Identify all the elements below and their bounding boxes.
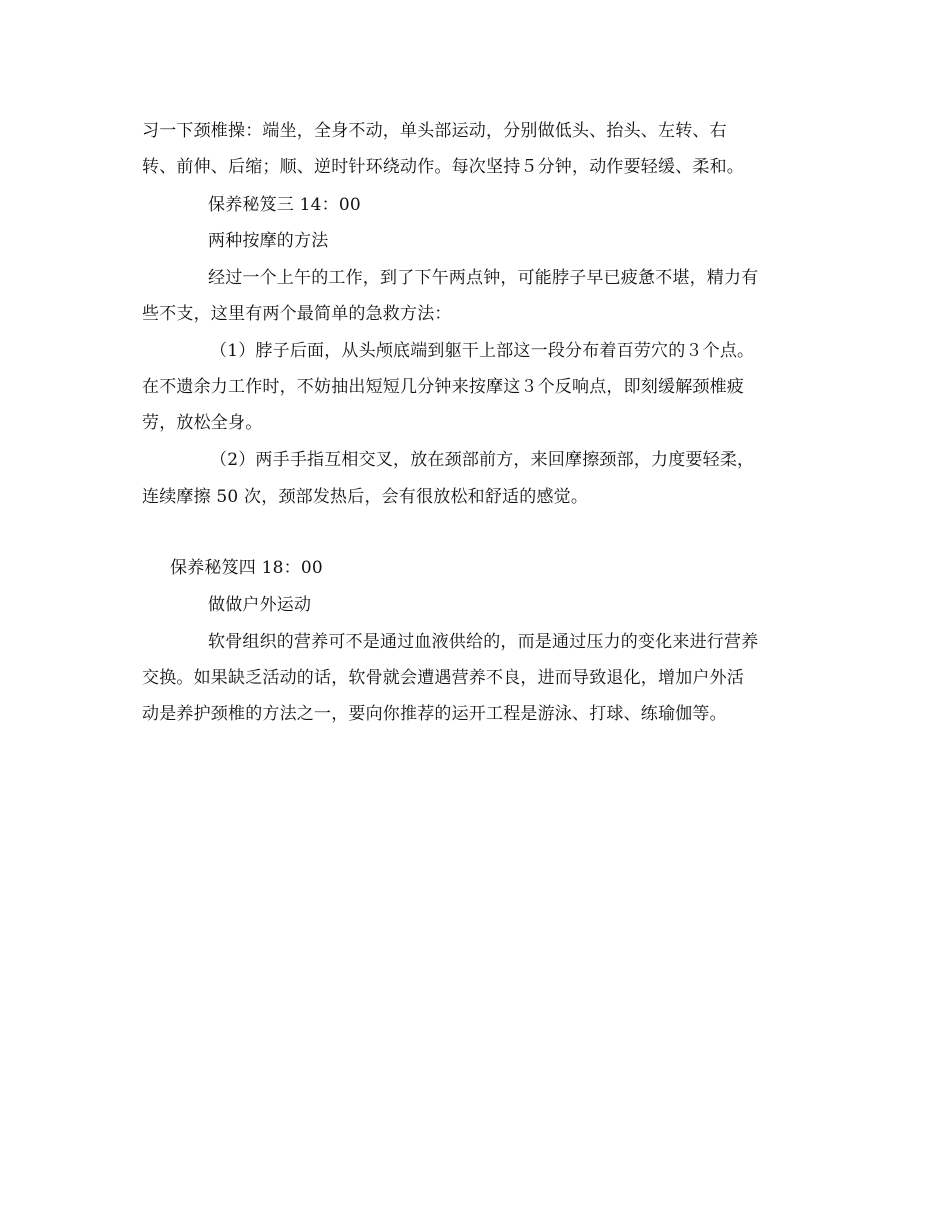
section-3-item-2-line-1: （2）两手手指互相交叉，放在颈部前方，来回摩擦颈部，力度要轻柔， [210,450,755,470]
section-3-subheading: 两种按摩的方法 [208,231,329,251]
section-4-body-line-3: 动是养护颈椎的方法之一，要向你推荐的运开工程是游泳、打球、练瑜伽等。 [142,704,727,724]
section-4-subheading: 做做户外运动 [208,595,312,615]
section-3-item-1-line-2: 在不遗余力工作时，不妨抽出短短几分钟来按摩这３个反响点，即刻缓解颈椎疲 [142,377,744,397]
section-3-item-1-line-3: 劳，放松全身。 [142,413,263,433]
section-3-item-2-line-2: 连续摩擦 50 次，颈部发热后，会有很放松和舒适的感觉。 [142,487,589,507]
section-4-body-line-2: 交换。如果缺乏活动的话，软骨就会遭遇营养不良，进而导致退化，增加户外活 [142,668,744,688]
neck-exercise-line-2: 转、前伸、后缩；顺、逆时针环绕动作。每次坚持５分钟，动作要轻缓、柔和。 [142,157,744,177]
section-3-intro-line-2: 些不支，这里有两个最简单的急救方法： [142,304,452,324]
section-3-item-1-line-1: （1）脖子后面，从头颅底端到躯干上部这一段分布着百劳穴的３个点。 [210,341,755,361]
section-4-body-line-1: 软骨组织的营养可不是通过血液供给的，而是通过压力的变化来进行营养 [208,632,759,652]
section-3-heading: 保养秘笈三 14：00 [208,195,361,215]
neck-exercise-line-1: 习一下颈椎操：端坐，全身不动，单头部运动，分别做低头、抬头、左转、右 [142,121,727,141]
section-4-heading: 保养秘笈四 18：00 [170,558,323,578]
section-3-intro-line-1: 经过一个上午的工作，到了下午两点钟，可能脖子早已疲惫不堪，精力有 [208,268,759,288]
